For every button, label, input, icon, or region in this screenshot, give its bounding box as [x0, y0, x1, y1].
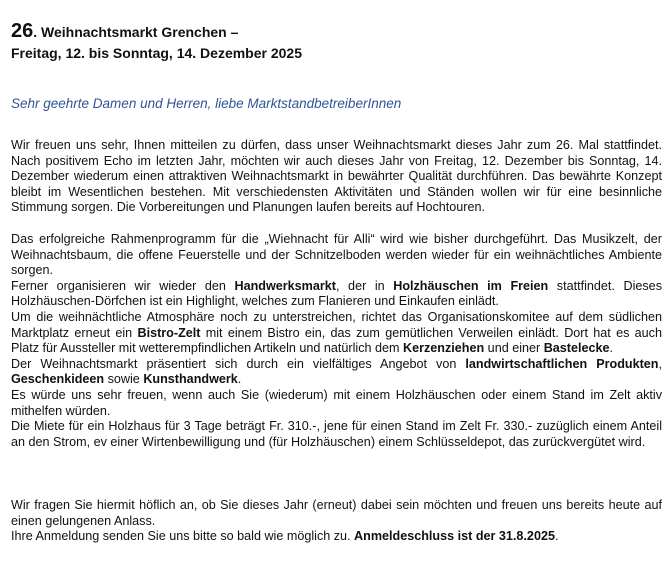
text-span: sowie: [104, 372, 144, 387]
offer-sentence: [11, 357, 662, 388]
intro-paragraph: Wir freuen uns sehr, Ihnen mitteilen zu dürfen, dass unser Weihnachtsmarkt dieses Jahr zum 26. Mal stattfindet. Nach positivem Echo im letzten Jahr, möchten wir auch dieses Jahr von Freitag, 12. Dezember bis Sonntag, 14. Dezember wiederum einen attraktiven Weihnachtsmarkt in bewährter Qualität durchführen. Das bewährte Konzept bleibt im Wesentlichen bestehen. Mit verschiedensten Aktivitäten und Ständen wollen wir für eine besinnliche Stimmung sorgen. Die Vorbereitungen und Planungen laufen bereits auf Hochtouren.: [11, 138, 662, 215]
handwerksmarkt-sentence: [11, 279, 662, 310]
bistro-sentence: [11, 310, 662, 357]
bold-holzhaeuschen: Holzhäuschen im Freien: [393, 278, 549, 293]
text-span: .: [609, 341, 614, 356]
bold-kunsthandwerk: Kunsthandwerk: [143, 372, 238, 387]
program-sentence: Das erfolgreiche Rahmenprogramm für die „Wiehnacht für Alli“ wird wie bisher durchgeführt. Das Musikzelt, der Weihnachtsbaum, die offene Feuerstelle und der Schnitzelboden werden wieder für ein weihnächtliches Ambiente sorgen.: [11, 232, 662, 278]
text-span: stattfindet. Dieses Holzhäuschen-Dörfchen ist ein Highlight, welches zum Flanieren und Einkaufen einlädt.: [11, 278, 662, 309]
page-title: [11, 22, 238, 41]
text-span: .: [554, 529, 559, 544]
title-text: . Weihnachtsmarkt Grenchen –: [33, 24, 239, 40]
text-span: .: [237, 372, 242, 387]
bold-bastelecke: Bastelecke: [543, 341, 610, 356]
text-span: Um die weihnächtliche Atmosphäre noch zu unterstreichen, richtet das Organisationskomitee auf dem südlichen Marktplatz erneut ein: [11, 309, 662, 340]
request-sentence: Wir fragen Sie hiermit höflich an, ob Sie dieses Jahr (erneut) dabei sein möchten und freuen uns bereits heute auf einen gelungenen Anlass.: [11, 498, 662, 528]
bold-geschenkideen: Geschenkideen: [11, 372, 105, 387]
bold-bistro-zelt: Bistro-Zelt: [137, 325, 201, 340]
text-span: mit einem Bistro ein, das zum gemütlichen Verweilen einlädt. Dort hat es auch Platz für Aussteller mit wetterempfindlichen Artikeln und natürlich dem: [11, 325, 662, 356]
participation-sentence: Es würde uns sehr freuen, wenn auch Sie (wiederum) mit einem Holzhäuschen oder einem Stand im Zelt aktiv mithelfen würden.: [11, 387, 662, 418]
text-span: Ihre Anmeldung senden Sie uns bitte so bald wie möglich zu.: [11, 529, 355, 544]
bold-produkte: landwirtschaftlichen Produkten: [465, 356, 659, 371]
program-paragraph: [11, 232, 662, 450]
deadline-sentence: [11, 529, 662, 545]
rent-sentence: Die Miete für ein Holzhaus für 3 Tage beträgt Fr. 310.-, jene für einen Stand im Zelt Fr. 330.- zuzüglich einem Anteil an den Strom, ev einer Wirtenbewilligung und (für Holzhäuschen) einem Schlüsseldepot, das zurückvergütet wird.: [11, 419, 662, 449]
edition-number: 26: [11, 20, 34, 42]
text-span: und einer: [484, 341, 544, 356]
closing-paragraph: [11, 498, 662, 545]
bold-handwerksmarkt: Handwerksmarkt: [234, 278, 336, 293]
text-span: ,: [658, 356, 662, 371]
bold-deadline: Anmeldeschluss ist der 31.8.2025: [354, 529, 555, 544]
event-dates: Freitag, 12. bis Sonntag, 14. Dezember 2025: [11, 45, 302, 61]
text-span: , der in: [335, 278, 394, 293]
greeting: Sehr geehrte Damen und Herren, liebe MarktstandbetreiberInnen: [11, 96, 402, 111]
bold-kerzenziehen: Kerzenziehen: [403, 341, 485, 356]
text-span: Der Weihnachtsmarkt präsentiert sich durch ein vielfältiges Angebot von: [11, 356, 466, 371]
text-span: Ferner organisieren wir wieder den: [11, 278, 235, 293]
